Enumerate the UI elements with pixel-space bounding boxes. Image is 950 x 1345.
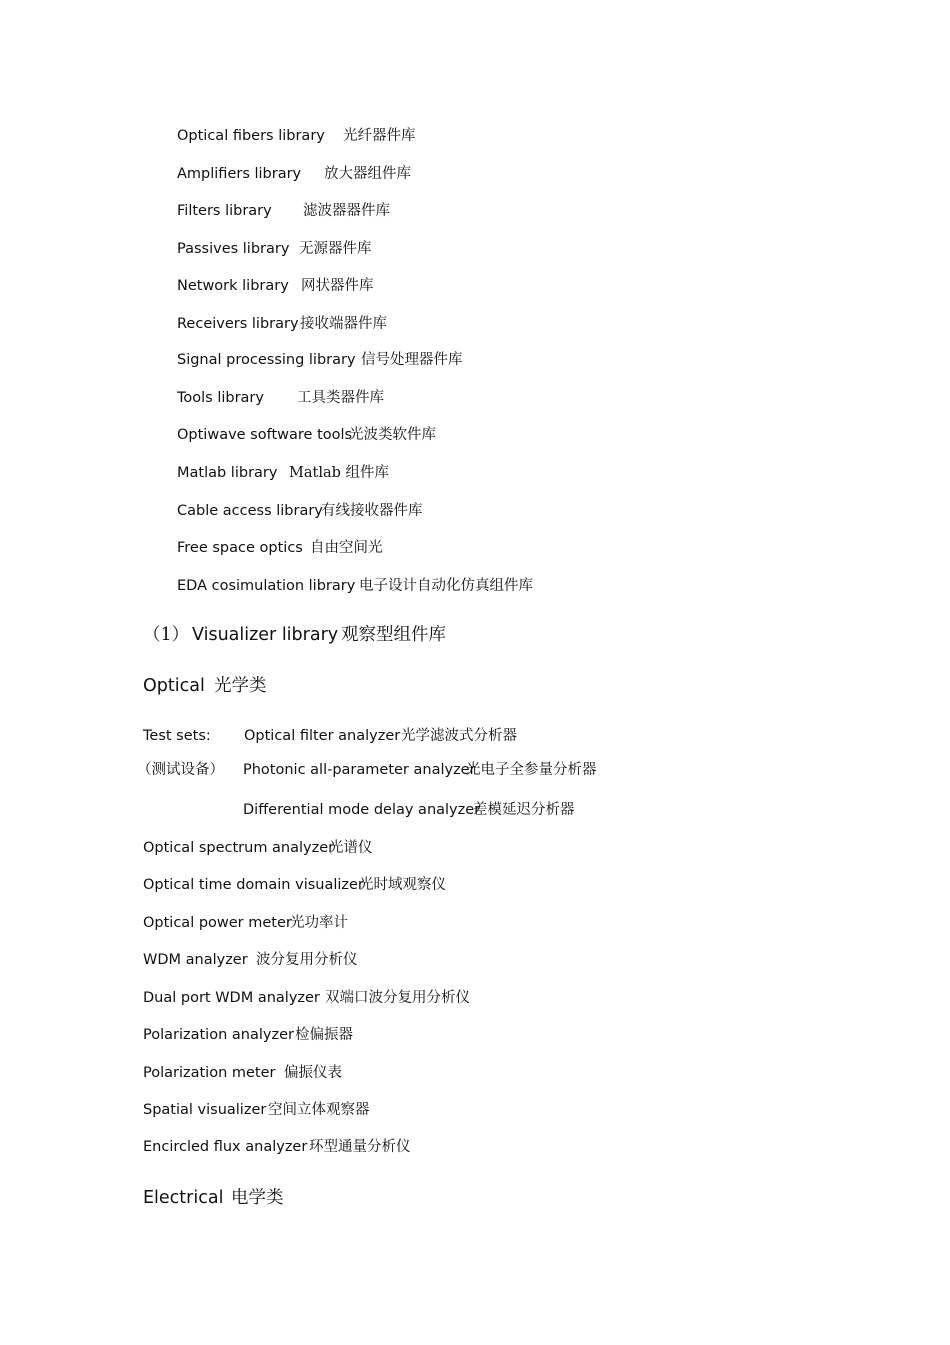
library-name: Signal processing library — [177, 352, 356, 368]
instrument-name: Optical spectrum analyzer — [143, 840, 335, 856]
library-name-cn: 有线接收器件库 — [321, 503, 423, 519]
instrument-name: Encircled flux analyzer — [143, 1139, 308, 1155]
instrument-name-cn: 环型通量分析仪 — [309, 1139, 411, 1155]
library-name: Passives library — [177, 241, 290, 257]
instrument-name-cn: 波分复用分析仪 — [256, 952, 358, 968]
library-name: Optical fibers library — [177, 128, 325, 144]
section-title: Electrical — [143, 1188, 224, 1208]
library-name-cn: 网状器件库 — [301, 278, 374, 294]
instrument-name: Polarization analyzer — [143, 1027, 294, 1043]
instrument-name: Polarization meter — [143, 1065, 276, 1081]
section-title-cn: 电学类 — [231, 1188, 284, 1208]
instrument-name: Optical time domain visualizer — [143, 877, 364, 893]
library-name-cn: Matlab 组件库 — [289, 465, 389, 481]
library-name-cn: 放大器组件库 — [324, 166, 411, 182]
test-set-name-cn: 光电子全参量分析器 — [466, 762, 597, 778]
test-set-name-cn: 光学滤波式分析器 — [401, 728, 517, 744]
library-name-cn: 接收端器件库 — [300, 316, 387, 332]
instrument-name: Dual port WDM analyzer — [143, 990, 320, 1006]
instrument-name-cn: 光功率计 — [290, 915, 348, 931]
library-name-cn: 无源器件库 — [299, 241, 372, 257]
library-name: Network library — [177, 278, 289, 294]
library-name: EDA cosimulation library — [177, 578, 356, 594]
library-name-cn: 光纤器件库 — [343, 128, 416, 144]
instrument-name: WDM analyzer — [143, 952, 248, 968]
instrument-name-cn: 空间立体观察器 — [268, 1102, 370, 1118]
instrument-name-cn: 光时域观察仪 — [359, 877, 446, 893]
library-name: Optiwave software tools — [177, 427, 353, 443]
test-set-name-cn: 差模延迟分析器 — [473, 802, 575, 818]
library-name-cn: 自由空间光 — [310, 540, 383, 556]
library-name-cn: 工具类器件库 — [297, 390, 384, 406]
test-sets-label-cn: （测试设备） — [137, 762, 224, 778]
library-name-cn: 光波类软件库 — [349, 427, 436, 443]
section-title-cn: 观察型组件库 — [341, 625, 446, 645]
instrument-name: Optical power meter — [143, 915, 292, 931]
test-set-name: Optical filter analyzer — [244, 728, 401, 744]
test-sets-label: Test sets: — [143, 728, 211, 744]
library-name: Filters library — [177, 203, 272, 219]
instrument-name-cn: 偏振仪表 — [284, 1065, 342, 1081]
instrument-name-cn: 检偏振器 — [295, 1027, 353, 1043]
section-title: Optical — [143, 676, 205, 696]
library-name: Amplifiers library — [177, 166, 302, 182]
instrument-name: Spatial visualizer — [143, 1102, 267, 1118]
library-name-cn: 电子设计自动化仿真组件库 — [359, 578, 533, 594]
library-name: Tools library — [177, 390, 264, 406]
library-name: Matlab library — [177, 465, 278, 481]
library-name: Cable access library — [177, 503, 323, 519]
library-name-cn: 信号处理器件库 — [361, 352, 463, 368]
library-name: Receivers library — [177, 316, 299, 332]
library-name: Free space optics — [177, 540, 303, 556]
test-set-name: Differential mode delay analyzer — [243, 802, 481, 818]
section-title: Visualizer library — [192, 625, 339, 645]
instrument-name-cn: 光谱仪 — [329, 840, 373, 856]
section-title-cn: 光学类 — [214, 676, 267, 696]
instrument-name-cn: 双端口波分复用分析仪 — [325, 990, 470, 1006]
section-number: （1） — [143, 625, 190, 645]
library-name-cn: 滤波器器件库 — [303, 203, 390, 219]
test-set-name: Photonic all-parameter analyzer — [243, 762, 476, 778]
